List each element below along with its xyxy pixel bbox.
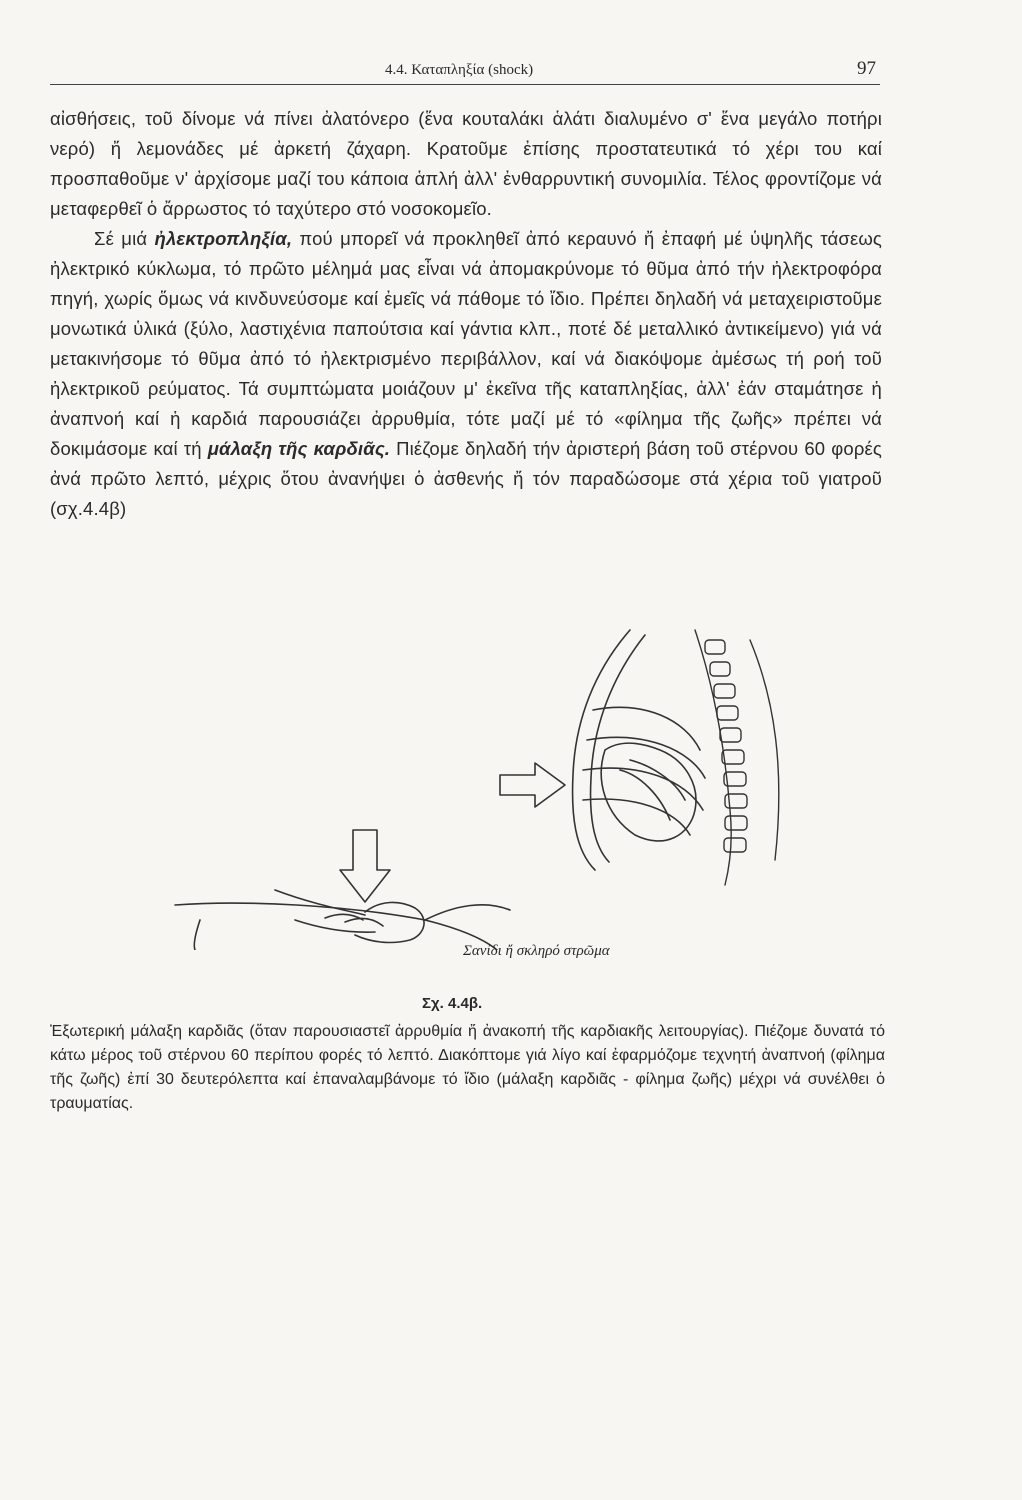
paragraph-text: Σέ μιά	[94, 228, 155, 249]
rescuer-hand	[355, 902, 424, 942]
paragraph-electrocution	[50, 224, 882, 524]
paragraph-text: πού μπορεῖ νά προκληθεῖ ἀπό κεραυνό ἤ ἐπαφή μέ ὑψηλῆς τάσεως ἠλεκτρικό κύκλωμα, τό πρῶτο μέλημά μας εἶναι νά ἀπομακρύνομε τό θῦμα ἀπό τήν ἠλεκτροφόρα πηγή, χωρίς ὅμως νά κινδυνεύσομε καί ἐμεῖς νά πάθομε τό ἴδιο. Πρέπει δηλαδή νά μεταχειριστοῦμε μονωτικά ὑλικά (ξύλο, λαστιχένια παπούτσια καί γάντια κλπ., ποτέ δέ μεταλλικό ἀντικείμενο) γιά νά μετακινήσομε τό θῦμα ἀπό τό ἠλεκτρισμένο περιβάλλον, καί νά διακόψομε ἀμέσως τή ροή τοῦ ἠλεκτρικοῦ ρεύματος. Τά συμπτώματα μοιάζουν μ' ἐκεῖνα τῆς καταπληξίας, ἀλλ' ἐάν σταμάτησε ἡ ἀναπνοή καί ἡ καρδιά παρουσιάζει ἀρρυθμία, τότε μαζί μέ τό «φίλημα τῆς ζωῆς» πρέπει νά δοκιμάσομε καί τή	[50, 228, 882, 459]
term-electrocution: ἠλεκτροπληξία,	[154, 228, 293, 249]
body-text	[50, 104, 882, 524]
chest-wall-outline	[573, 630, 630, 870]
rescuer-arm	[275, 890, 365, 915]
heart-detail	[630, 760, 685, 800]
rescuer-arm	[295, 920, 375, 932]
chest-wall-outline	[591, 635, 645, 862]
page-number: 97	[857, 58, 876, 79]
chapter-title: 4.4. Καταπληξία (shock)	[385, 62, 534, 78]
term-heart-massage: μάλαξη τῆς καρδιᾶς.	[207, 438, 391, 459]
rib-line	[583, 799, 690, 835]
figure-caption: Ἐξωτερική μάλαξη καρδιᾶς (ὅταν παρουσιαστεῖ ἀρρυθμία ἤ ἀνακοπή τῆς καρδιακῆς λειτουργίας). Πιέζομε δυνατά τό κάτω μέρος τοῦ στέρνου 60 περίπου φορές τό λεπτό. Διακόπτομε γιά λίγο καί ἐφαρμόζομε τεχνητή ἀναπνοή (φίλημα τῆς ζωῆς) ἐπί 30 δευτερόλεπτα καί ἐπαναλαμβάνομε τό ἴδιο (μάλαξη καρδιᾶς - φίλημα ζωῆς) μέχρι νά συνέλθει ὁ τραυματίας.	[50, 1023, 885, 1112]
running-header	[50, 56, 880, 85]
figure-callout: Σανίδι ἤ σκληρό στρῶμα	[463, 943, 610, 959]
heart-shape	[601, 743, 696, 841]
cpr-drawing	[125, 600, 875, 950]
arrow-down-icon	[340, 830, 390, 902]
paragraph-text: Πιέζομε δηλαδή τήν ἀριστερή βάση τοῦ στέρνου 60 φορές ἀνά πρῶτο λεπτό, μέχρις ὅτου ἀνανήψει ὁ ἀσθενής ἤ τόν παραδώσομε στά χέρια τοῦ γιατροῦ (σχ.4.4β)	[50, 438, 882, 519]
rescuer-hand	[345, 919, 383, 926]
cpr-illustration	[125, 600, 875, 950]
patient-body	[194, 920, 200, 950]
arrow-right-icon	[500, 763, 565, 807]
paragraph-shock-care: αἰσθήσεις, τοῦ δίνομε νά πίνει ἀλατόνερο (ἕνα κουταλάκι ἁλάτι διαλυμένο σ' ἕνα μεγάλο ποτήρι νερό) ἤ λεμονάδες μέ ἀρκετή ζάχαρη. Κρατοῦμε ἐπίσης προστατευτικά τό χέρι του καί προσπαθοῦμε ν' ἀρχίσομε μαζί του κάποια ἁπλή ἀλλ' ἐνθαρρυντική συνομιλία. Τέλος φροντίζομε νά μεταφερθεῖ ὁ ἄρρωστος τό ταχύτερο στό νοσοκομεῖο.	[50, 108, 882, 219]
rib-line	[593, 707, 700, 750]
spine	[695, 630, 779, 885]
patient-body	[425, 905, 510, 920]
figure-label: Σχ. 4.4β.	[422, 995, 483, 1012]
